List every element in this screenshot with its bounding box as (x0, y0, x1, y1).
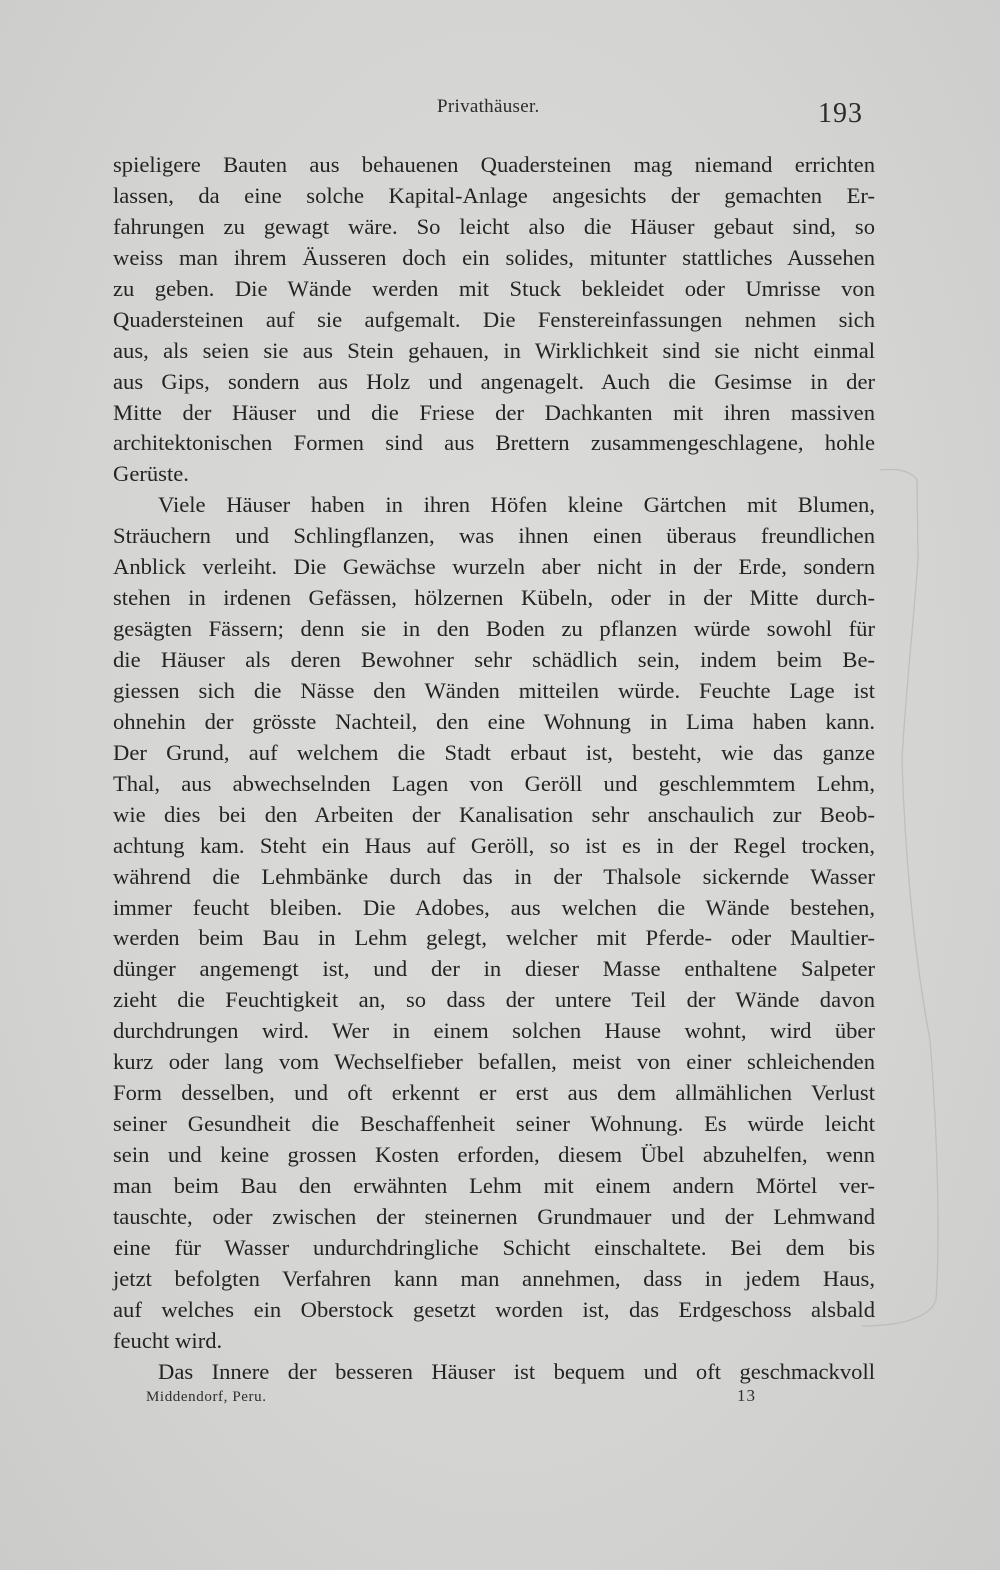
text-line: jetzt befolgten Verfahren kann man annehmen, dass in jedem Haus, (113, 1265, 875, 1291)
body-text (113, 150, 875, 1388)
text-line: Form desselben, und oft erkennt er erst aus dem allmählichen Verlust (113, 1080, 875, 1106)
text-line: weiss man ihrem Äusseren doch ein solides, mitunter stattliches Aussehen (113, 244, 875, 270)
text-line: zieht die Feuchtigkeit an, so dass der untere Teil der Wände davon (113, 987, 875, 1013)
text-line: eine für Wasser undurchdringliche Schicht einschaltete. Bei dem bis (113, 1234, 875, 1260)
text-line: architektonischen Formen sind aus Brettern zusammengeschlagene, hohle (113, 430, 875, 456)
text-line: lassen, da eine solche Kapital-Anlage angesichts der gemachten Er- (113, 182, 875, 208)
text-line: werden beim Bau in Lehm gelegt, welcher mit Pferde- oder Maultier- (113, 925, 875, 951)
text-line: die Häuser als deren Bewohner sehr schädlich sein, indem beim Be- (113, 647, 875, 672)
text-line: Sträuchern und Schlingflanzen, was ihnen einen überaus freundlichen (113, 523, 875, 549)
footer-signature: Middendorf, Peru. (146, 1389, 267, 1405)
text-line: Anblick verleiht. Die Gewächse wurzeln aber nicht in der Erde, sondern (113, 554, 875, 580)
text-line: gesägten Fässern; denn sie in den Boden zu pflanzen würde sowohl für (113, 616, 875, 642)
text-line: stehen in irdenen Gefässen, hölzernen Kübeln, oder in der Mitte durch- (113, 585, 875, 611)
text-line: immer feucht bleiben. Die Adobes, aus welchen die Wände bestehen, (113, 894, 875, 920)
text-line: aus Gips, sondern aus Holz und angenagelt. Auch die Gesimse in der (113, 368, 875, 394)
text-line: Thal, aus abwechselnden Lagen von Geröll und geschlemmtem Lehm, (113, 770, 875, 796)
text-line: zu geben. Die Wände werden mit Stuck bekleidet oder Umrisse von (113, 275, 875, 301)
text-line: Der Grund, auf welchem die Stadt erbaut ist, besteht, wie das ganze (113, 739, 875, 765)
text-line: Quadersteinen auf sie aufgemalt. Die Fenstereinfassungen nehmen sich (113, 306, 875, 332)
text-line: tauschte, oder zwischen der steinernen Grundmauer und der Lehmwand (113, 1203, 875, 1229)
text-line: während die Lehmbänke durch das in der Thalsole sickernde Wasser (113, 863, 875, 889)
text-line: durchdrungen wird. Wer in einem solchen Hause wohnt, wird über (113, 1018, 875, 1044)
paragraph-start-line: Viele Häuser haben in ihren Höfen kleine Gärtchen mit Blumen, (158, 492, 875, 518)
text-line: man beim Bau den erwähnten Lehm mit einem andern Mörtel ver- (113, 1172, 875, 1198)
running-title: Privathäuser. (437, 96, 540, 117)
paragraph-start-line: Das Innere der besseren Häuser ist bequem und oft geschmackvoll (158, 1358, 875, 1384)
text-line: kurz oder lang vom Wechselfieber befallen, meist von einer schleichenden (113, 1049, 875, 1075)
text-line: dünger angemengt ist, und der in dieser Masse enthaltene Salpeter (113, 956, 875, 982)
paragraph-end-line: feucht wird. (113, 1327, 223, 1353)
text-line: sein und keine grossen Kosten erforden, diesem Übel abzuhelfen, wenn (113, 1142, 875, 1167)
text-line: fahrungen zu gewagt wäre. So leicht also die Häuser gebaut sind, so (113, 213, 875, 239)
text-line: Mitte der Häuser und die Friese der Dachkanten mit ihren massiven (113, 399, 875, 425)
text-line: achtung kam. Steht ein Haus auf Geröll, so ist es in der Regel trocken, (113, 832, 875, 858)
paragraph-end-line: Gerüste. (113, 461, 189, 487)
text-line: ohnehin der grösste Nachteil, den eine Wohnung in Lima haben kann. (113, 708, 875, 734)
text-line: wie dies bei den Arbeiten der Kanalisation sehr anschaulich zur Beob- (113, 801, 875, 827)
text-line: spieligere Bauten aus behauenen Quadersteinen mag niemand errichten (113, 152, 875, 177)
text-line: seiner Gesundheit die Beschaffenheit seiner Wohnung. Es würde leicht (113, 1111, 875, 1137)
sheet-number: 13 (737, 1386, 756, 1405)
text-line: aus, als seien sie aus Stein gehauen, in Wirklichkeit sind sie nicht einmal (113, 337, 875, 363)
page-number: 193 (818, 98, 863, 129)
text-line: giessen sich die Nässe den Wänden mitteilen würde. Feuchte Lage ist (113, 677, 875, 703)
text-line: auf welches ein Oberstock gesetzt worden ist, das Erdgeschoss alsbald (113, 1296, 875, 1322)
